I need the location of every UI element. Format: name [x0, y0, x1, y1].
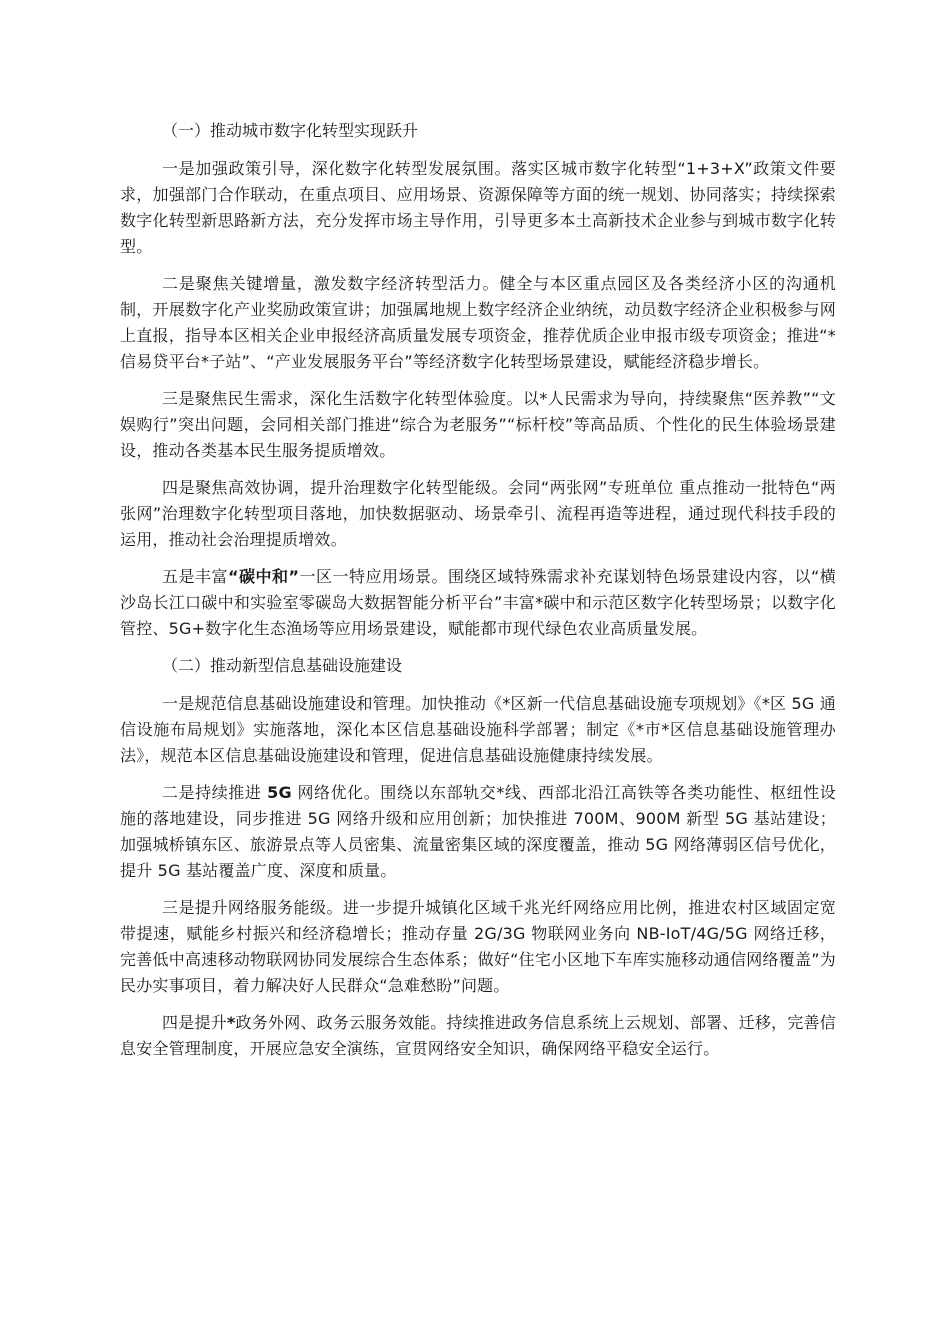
section-2-heading: （二）推动新型信息基础设施建设: [162, 656, 403, 675]
para-4-lead: 四是提升: [162, 1013, 227, 1032]
para-2-lead: 二是持续推进: [162, 783, 268, 802]
section-1-paragraph-2: 二是聚焦关键增量，激发数字经济转型活力。健全与本区重点园区及各类经济小区的沟通机制，开展数字化产业奖励政策宣讲；加强属地规上数字经济企业纳统，动员数字经济企业积极参与网上直报，指导本区相关企业申报经济高质量发展专项资金，推荐优质企业申报市级专项资金；推进“*信易贷平台*子站”、“产业发展服务平台”等经济数字化转型场景建设，赋能经济稳步增长。: [120, 274, 836, 371]
section-2-paragraph-4: [120, 1010, 836, 1062]
section-1-paragraph-5: [120, 564, 836, 642]
section-2-paragraph-2: [120, 780, 836, 884]
section-1-paragraph-3: 三是聚焦民生需求，深化生活数字化转型体验度。以*人民需求为导向，持续聚焦“医养教”“文娱购行”突出问题，会同相关部门推进“综合为老服务”“标杆校”等高品质、个性化的民生体验场景建设，推动各类基本民生服务提质增效。: [120, 389, 836, 460]
document-page: [120, 118, 836, 1073]
section-1-heading: （一）推动城市数字化转型实现跃升: [162, 121, 419, 140]
section-2-paragraph-1: 一是规范信息基础设施建设和管理。加快推动《*区新一代信息基础设施专项规划》《*区 5G 通信设施布局规划》实施落地，深化本区信息基础设施科学部署；制定《*市*区信息基础设施管理办法》，规范本区信息基础设施建设和管理，促进信息基础设施健康持续发展。: [120, 694, 836, 765]
section-2-paragraph-3: 三是提升网络服务能级。进一步提升城镇化区域千兆光纤网络应用比例，推进农村区域固定宽带提速，赋能乡村振兴和经济稳增长；推动存量 2G/3G 物联网业务向 NB-IoT/4G/5G 网络迁移，完善低中高速移动物联网协同发展综合生态体系；做好“住宅小区地下车库实施移动通信网络覆盖”为民办实事项目，着力解决好人民群众“急难愁盼”问题。: [120, 898, 836, 995]
para-5-lead: 五是丰富: [162, 567, 228, 586]
para-4-rest: 政务外网、政务云服务效能。持续推进政务信息系统上云规划、部署、迁移，完善信息安全管理制度，开展应急安全演练，宣贯网络安全知识，确保网络平稳安全运行。: [120, 1013, 836, 1058]
para-2-rest: 网络优化。围绕以东部轨交*线、西部北沿江高铁等各类功能性、枢纽性设施的落地建设，同步推进 5G 网络升级和应用创新；加快推进 700M、900M 新型 5G 基站建设；加强城桥镇东区、旅游景点等人员密集、流量密集区域的深度覆盖，推动 5G 网络薄弱区信号优化，提升 5G 基站覆盖广度、深度和质量。: [120, 783, 836, 880]
para-4-bold-term: *: [226, 1013, 236, 1032]
para-5-bold-term: “碳中和”: [228, 567, 300, 586]
section-1-paragraph-4: 四是聚焦高效协调，提升治理数字化转型能级。会同“两张网”专班单位 重点推动一批特色“两张网”治理数字化转型项目落地，加快数据驱动、场景牵引、流程再造等进程，通过现代科技手段的运用，推动社会治理提质增效。: [120, 478, 836, 549]
para-2-bold-term: 5G: [267, 783, 292, 802]
section-1-paragraph-1: 一是加强政策引导，深化数字化转型发展氛围。落实区城市数字化转型“1+3+X”政策文件要求，加强部门合作联动，在重点项目、应用场景、资源保障等方面的统一规划、协同落实；持续探索数字化转型新思路新方法，充分发挥市场主导作用，引导更多本土高新技术企业参与到城市数字化转型。: [120, 159, 836, 256]
para-5-rest: 一区一特应用场景。围绕区域特殊需求补充谋划特色场景建设内容，以“横沙岛长江口碳中和实验室零碳岛大数据智能分析平台”丰富*碳中和示范区数字化转型场景；以数字化管控、5G+数字化生态渔场等应用场景建设，赋能都市现代绿色农业高质量发展。: [120, 567, 836, 638]
